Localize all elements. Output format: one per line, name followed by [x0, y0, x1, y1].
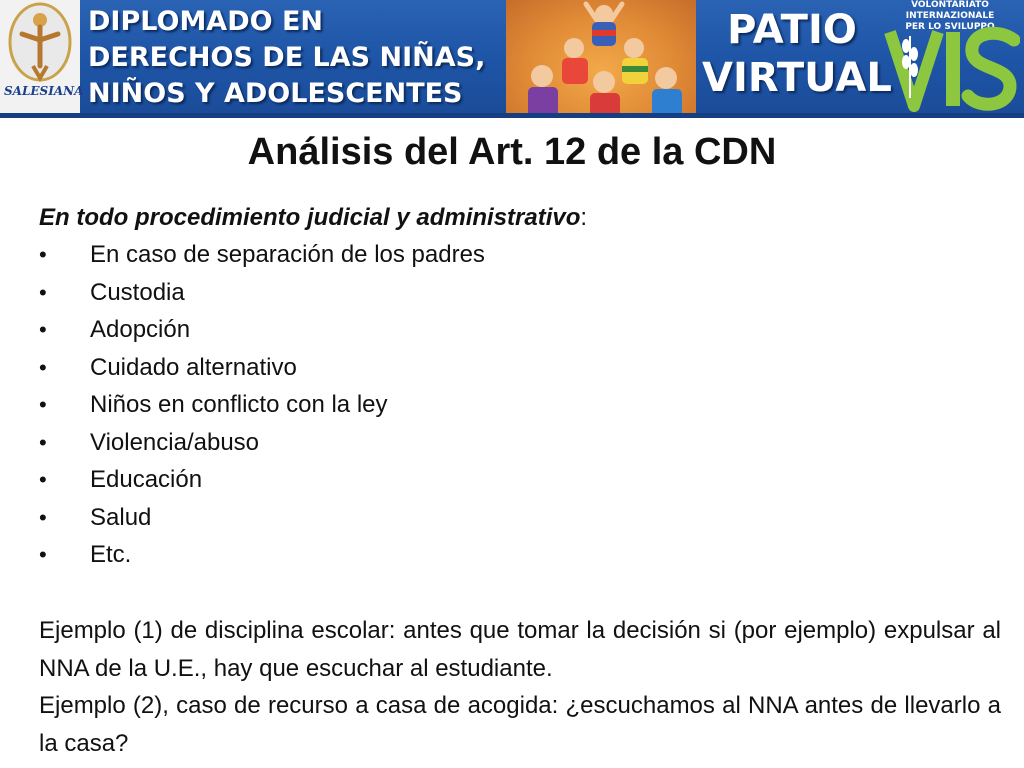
- bullet-icon: •: [39, 504, 47, 530]
- vis-caption-line: VOLONTARIATO INTERNAZIONALE: [905, 0, 995, 21]
- bullet-icon: •: [39, 317, 47, 342]
- intro-emphasis: En todo procedimiento judicial y administrativo: [39, 204, 581, 231]
- children-pyramid-icon: [506, 0, 696, 118]
- diplomado-line: DIPLOMADO EN: [88, 6, 324, 37]
- list-item-text: Salud: [90, 503, 152, 531]
- diplomado-line: NIÑOS Y ADOLESCENTES: [88, 78, 463, 109]
- list-item-text: Etc.: [90, 541, 132, 568]
- vis-wheat-logo: [880, 26, 1020, 114]
- list-item-text: Educación: [90, 466, 203, 493]
- salesiana-wordmark: SALESIANA: [4, 84, 84, 98]
- bullet-icon: •: [39, 279, 47, 305]
- bullet-icon: •: [39, 392, 47, 417]
- list-item-text: Adopción: [90, 316, 191, 343]
- patio-virtual-title: [702, 6, 892, 102]
- diplomado-line: DERECHOS DE LAS NIÑAS,: [88, 42, 486, 73]
- christ-figure-icon: [0, 0, 80, 84]
- vis-logo-panel: [876, 0, 1024, 118]
- bullet-icon: •: [39, 429, 47, 455]
- vis-caption-line: PER LO SVILUPPO: [905, 22, 995, 32]
- intro-line: [39, 200, 587, 236]
- bullet-icon: •: [39, 542, 47, 567]
- patio-line: PATIO: [727, 7, 857, 53]
- list-item-text: Niños en conflicto con la ley: [90, 391, 388, 418]
- list-item-text: Custodia: [90, 278, 185, 306]
- list-item-text: Cuidado alternativo: [90, 353, 297, 381]
- example-paragraph-2: Ejemplo (2), caso de recurso a casa de acogida: ¿escuchamos al NNA antes de llevarlo a la casa?: [39, 692, 1001, 757]
- header-banner: [0, 0, 1024, 118]
- list-item-text: Violencia/abuso: [90, 428, 260, 456]
- bullet-icon: •: [39, 354, 47, 380]
- bullet-icon: •: [39, 467, 47, 492]
- slide-title: Análisis del Art. 12 de la CDN: [247, 131, 777, 173]
- salesiana-logo: [0, 0, 84, 118]
- list-item-text: En caso de separación de los padres: [90, 241, 485, 268]
- bullet-icon: •: [39, 242, 47, 267]
- example-paragraph-1: Ejemplo (1) de disciplina escolar: antes que tomar la decisión si (por ejemplo) expulsar al NNA de la U.E., hay que escuchar al estudiante.: [39, 617, 1001, 682]
- children-illustration: [506, 0, 696, 118]
- intro-suffix: :: [580, 204, 588, 231]
- patio-line: VIRTUAL: [702, 55, 892, 101]
- diplomado-title: [88, 4, 508, 112]
